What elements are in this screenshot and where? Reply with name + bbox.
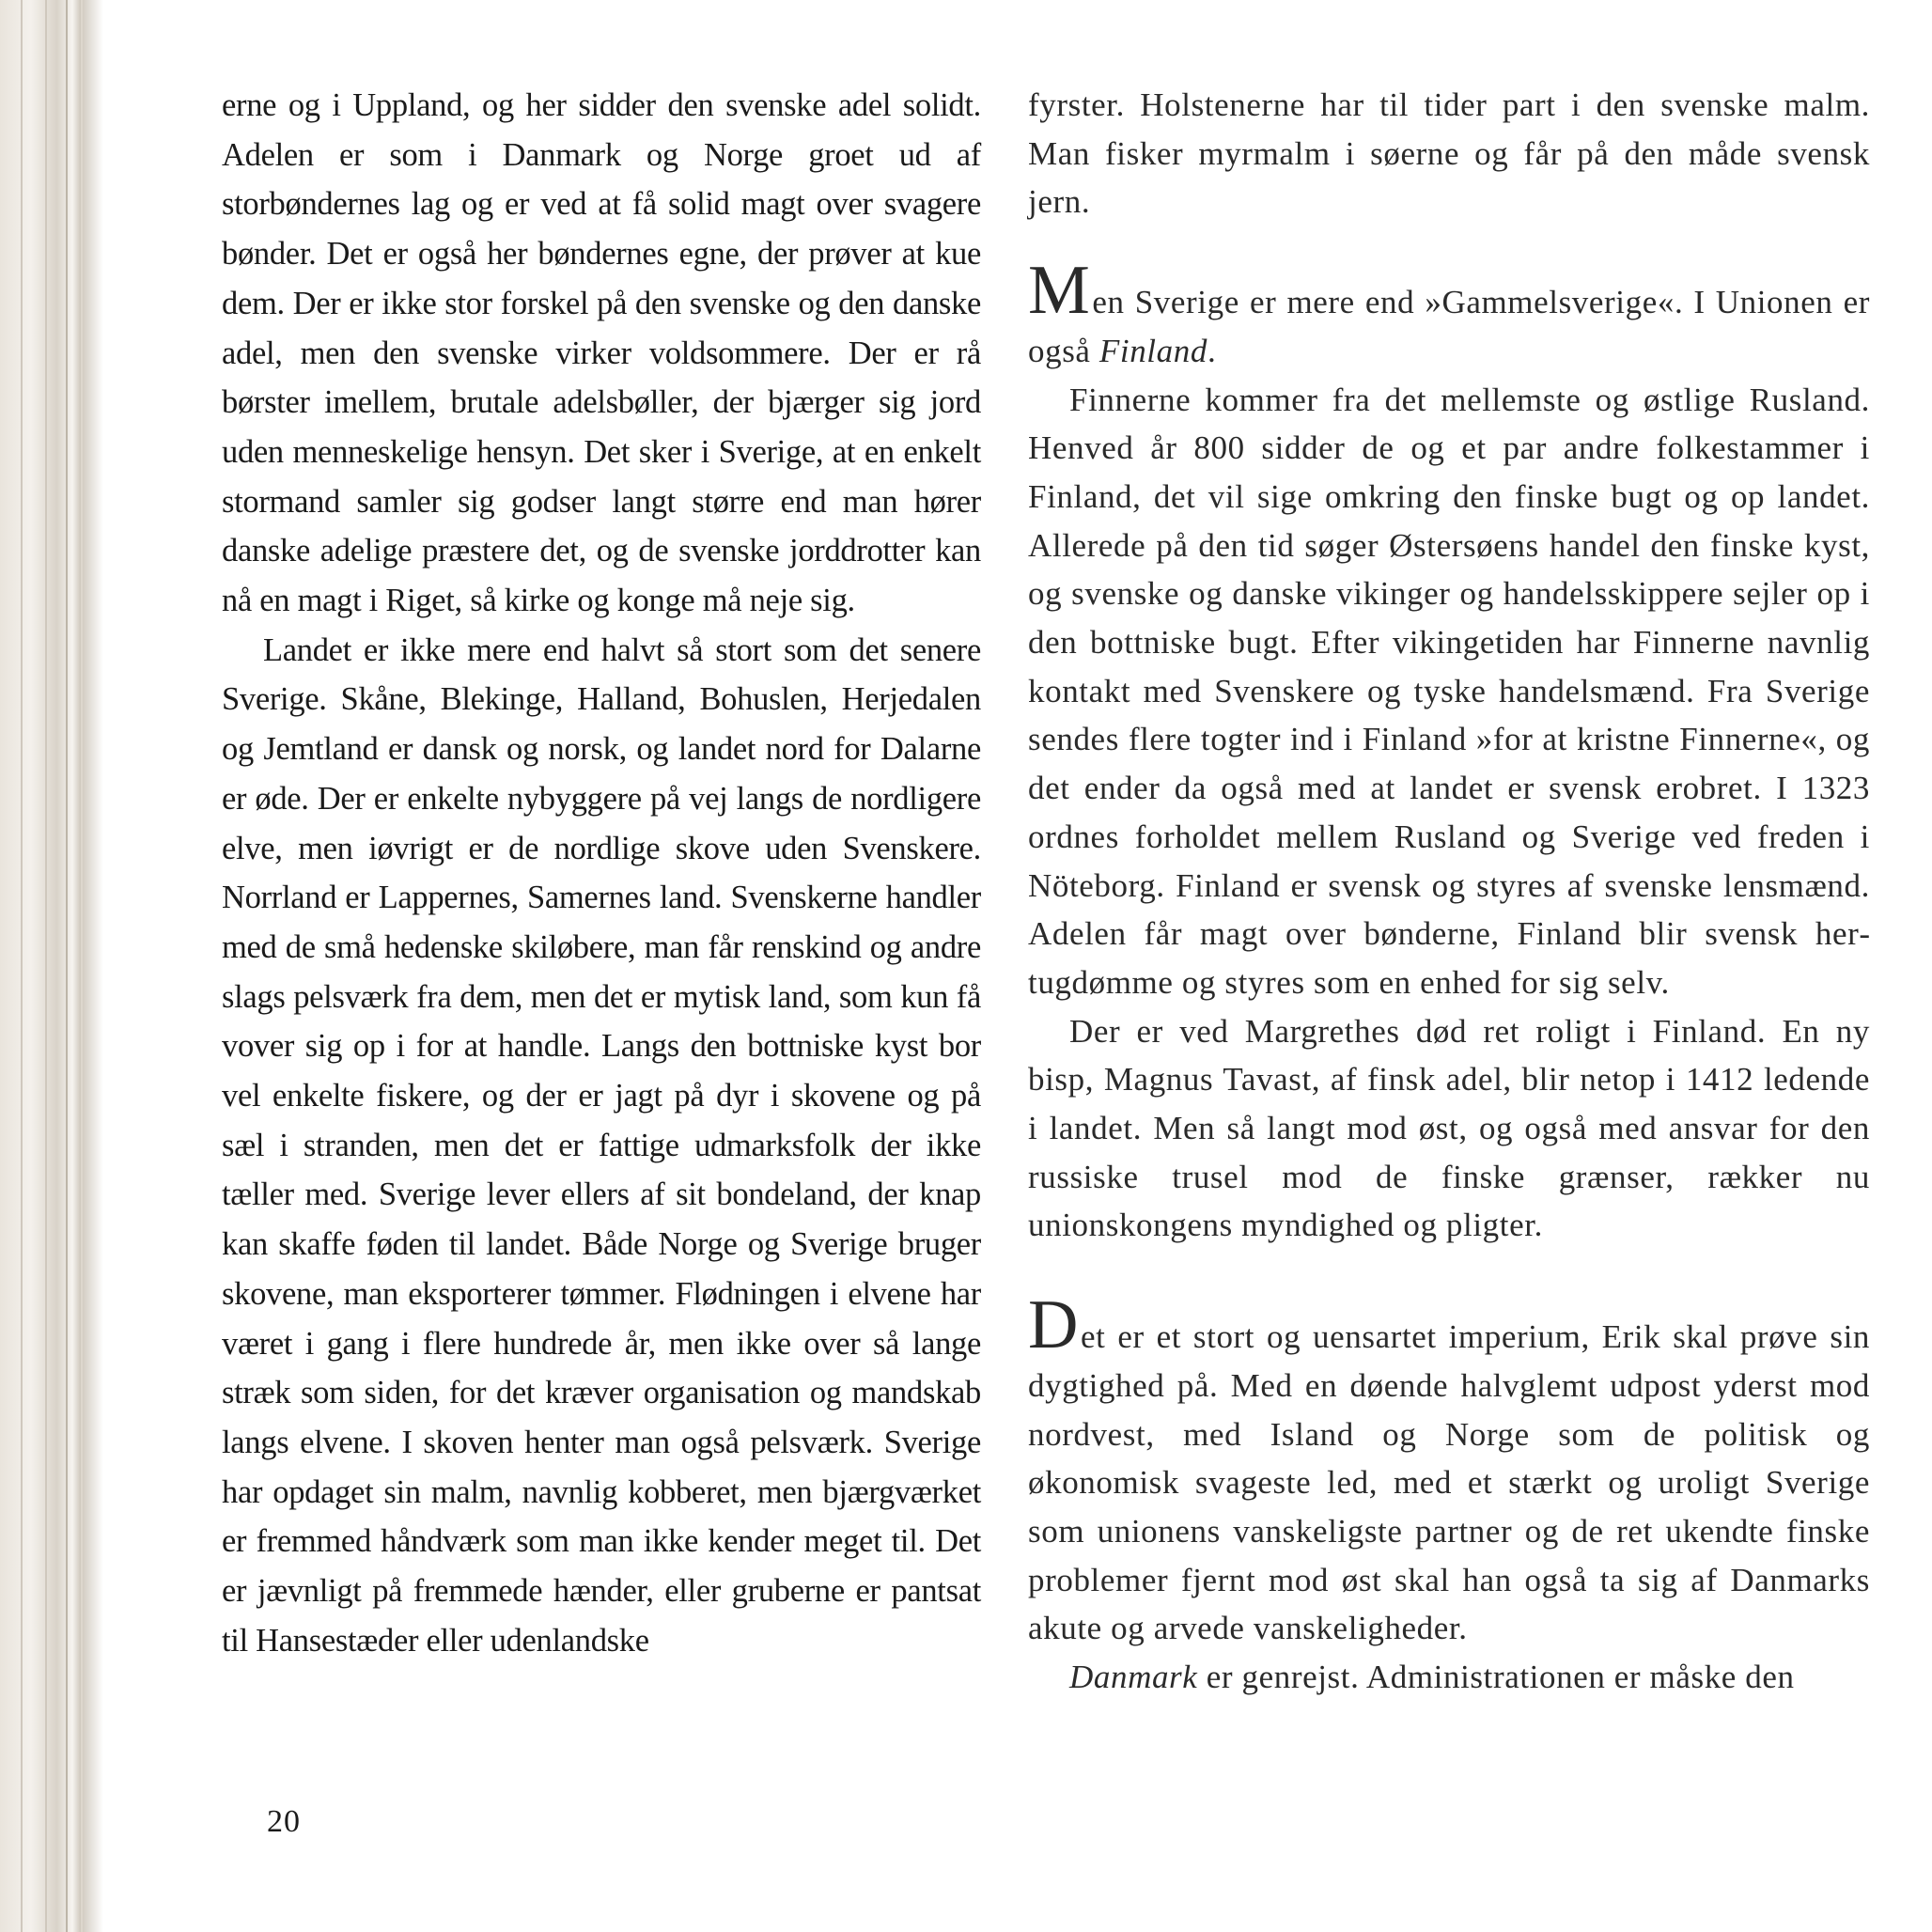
paragraph: fyrster. Holstenerne har til tider part i den svenske malm. Man fisker myrmalm i søerne og får på den måde svensk jern. [1028, 86, 1870, 221]
paragraph [1028, 1653, 1870, 1702]
emphasis-text: Finland [1098, 332, 1208, 369]
left-text-column [222, 81, 981, 1666]
emphasis-text: Danmark [1069, 1659, 1198, 1696]
drop-cap: M [1028, 252, 1091, 330]
page-number: 20 [267, 1804, 301, 1839]
paragraph-text: . [1207, 332, 1217, 369]
paragraph: Finnerne kommer fra det mellemste og østlige Rusland. Henved år 800 sidder de og et par andre folkestammer i Finland, det vil sige omkring den finske bugt og op landet. Allerede på den tid søger Østersøens handel den finske kyst, og svenske og danske vikinger og handelsskippere sejler op i den bottniske bugt. Efter vikingetiden har Finnerne navnlig kontakt med Svenskere og tyske handelsmænd. Fra Sverige sendes flere togter ind i Finland »for at kristne Finnerne«, og det ender da også med at landet er svensk erobret. I 1323 ordnes forholdet mellem Rusland og Sverige ved freden i Nöteborg. Finland er svensk og styres af svenske lensmænd. Adelen får magt over bønderne, Finland blir svensk hertugdømme og styres som en enhed for sig selv. [1028, 381, 1870, 1001]
paragraph-text: et er et stort og uensartet imperium, Erik skal prøve sin dygtighed på. Med en døende halvglemt udpost yderst mod nordvest, med Island og Norge som de politisk og økonomisk svageste led, med et stærkt og uroligt Sverige som unionens vanskeligste partner og de ret ukendte finske problemer fjernt mod øst skal han også ta sig af Danmarks akute og arvede vanskeligheder. [1028, 1318, 1870, 1647]
right-text-column [1028, 81, 1870, 1702]
paragraph: erne og i Uppland, og her sidder den svenske adel solidt. Adelen er som i Danmark og Norge groet ud af storbøndernes lag og er ved at få solid magt over svagere bønder. Det er også her bøndernes egne, der prøver at kue dem. Der er ikke stor forskel på den svenske og den danske adel, men den svenske virker voldsommere. Der er rå børster imellem, brutale adelsbøller, der bjærger sig jord uden menneskelige hensyn. Det sker i Sverige, at en enkelt stormand samler sig godser langt større end man hører danske adelige præstere det, og de svenske jorddrotter kan nå en magt i Riget, så kirke og konge må neje sig. [222, 87, 981, 619]
paragraph-text: er genrejst. Administrationen er måske den [1197, 1659, 1795, 1696]
paragraph: Der er ved Margrethes død ret roligt i Finland. En ny bisp, Magnus Tavast, af finsk adel, blir netop i 1412 ledende i landet. Men så langt mod øst, og også med ansvar for den russiske trusel mod de finske grænser, rækker nu unionskongens myndighed og pligter. [1028, 1012, 1870, 1244]
section-opening-paragraph [1028, 1286, 1870, 1653]
paragraph: Landet er ikke mere end halvt så stort som det senere Sverige. Skåne, Blekinge, Halland, Bohuslen, Herjedalen og Jemtland er dansk og norsk, og landet nord for Dalarne er øde. Der er enkelte nybyggere på vej langs de nordligere elve, men iøvrigt er de nordlige skove uden Svenskere. Norrland er Lappernes, Samernes land. Svenskerne handler med de små hedenske skiløbere, man får renskind og andre slags pelsværk fra dem, men det er mytisk land, som kun få vover sig op i for at handle. Langs den bottniske kyst bor vel enkelte fiskere, og der er jagt på dyr i skovene og på sæl i stranden, men det er fattige udmarksfolk der ikke tæller med. Sverige lever ellers af sit bondeland, der knap kan skaffe føden til landet. Både Norge og Sverige bruger skovene, man eksporterer tømmer. Flødningen i elvene har været i gang i flere hundrede år, men ikke over så lange stræk som siden, for det kræver organisation og mandskab langs elvene. I skoven henter man også pelsværk. Sverige har opdaget sin malm, navnlig kobberet, men bjærgværket er fremmed håndværk som man ikke kender meget til. Det er jævnligt på fremmede hænder, eller gruberne er pantsat til Hansestæder eller udenlandske [222, 631, 981, 1659]
paragraph-text: en Sverige er mere end »Gammelsverige«. I Unionen er også [1028, 284, 1870, 369]
drop-cap: D [1028, 1286, 1080, 1364]
section-opening-paragraph [1028, 252, 1870, 375]
